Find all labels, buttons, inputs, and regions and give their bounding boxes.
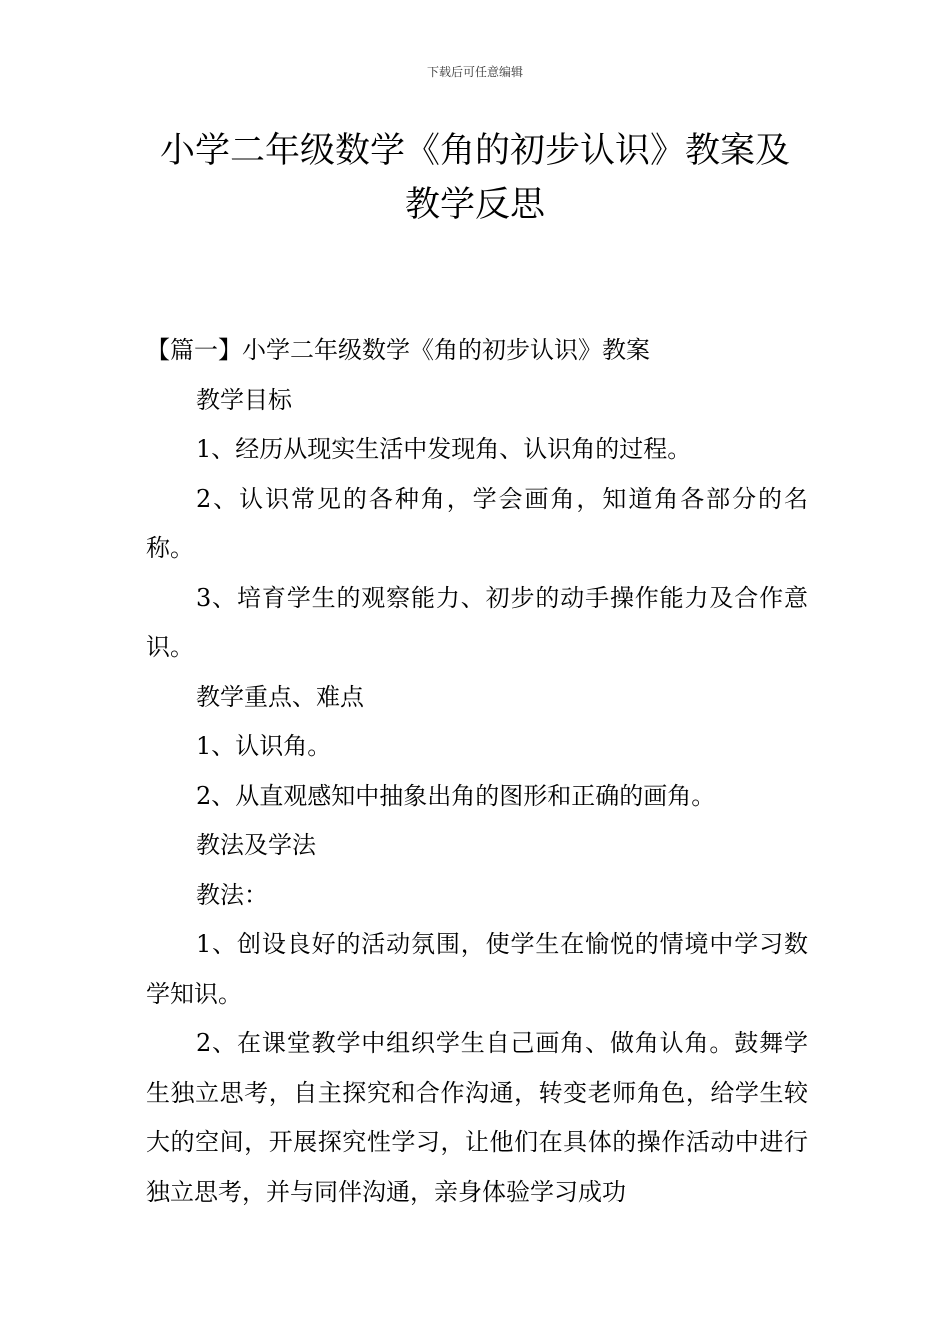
paragraph: 1、创设良好的活动氛围，使学生在愉悦的情境中学习数学知识。 (146, 930, 808, 1008)
paragraph: 2、在课堂教学中组织学生自己画角、做角认角。鼓舞学生独立思考，自主探究和合作沟通，转变老师角色，给学生较大的空间，开展探究性学习，让他们在具体的操作活动中进行独立思考，并与同伴沟通，亲身体验学习成功 (146, 1029, 808, 1206)
subheading-teaching-method: 教法： (196, 880, 268, 909)
subheading-teaching-goals: 教学目标 (196, 385, 292, 414)
title-line-1: 小学二年级数学《角的初步认识》教案及 (159, 131, 790, 171)
section-heading: 【篇一】小学二年级数学《角的初步认识》教案 (146, 336, 650, 364)
paragraph: 1、经历从现实生活中发现角、认识角的过程。 (196, 435, 692, 463)
title-line-2: 教学反思 (404, 185, 545, 225)
paragraph: 3、培育学生的观察能力、初步的动手操作能力及合作意识。 (146, 583, 808, 661)
paragraph: 2、认识常见的各种角，学会画角，知道角各部分的名称。 (146, 484, 808, 562)
subheading-key-points: 教学重点、难点 (196, 682, 364, 711)
document-title (110, 124, 840, 232)
paragraph: 1、认识角。 (196, 732, 332, 760)
subheading-methods: 教法及学法 (196, 831, 316, 859)
document-body (146, 326, 808, 1217)
paragraph: 2、从直观感知中抽象出角的图形和正确的画角。 (196, 781, 716, 810)
header-note: 下载后可任意编辑 (426, 65, 523, 79)
